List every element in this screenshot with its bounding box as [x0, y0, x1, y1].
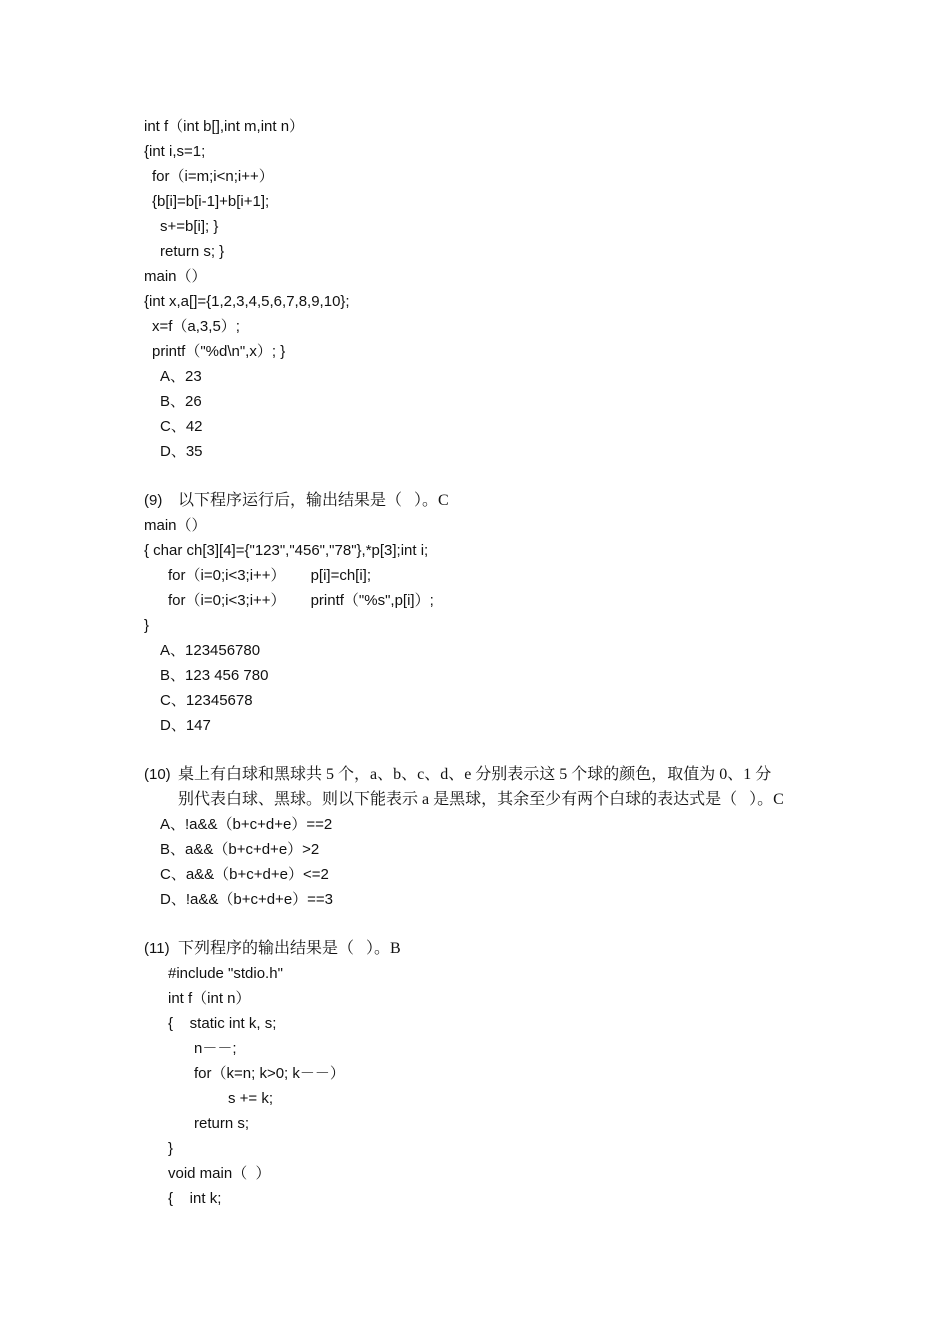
code-line: for（i=m;i<n;i++）: [152, 168, 274, 185]
code-line: { static int k, s;: [168, 1015, 277, 1032]
code-line: { int k;: [168, 1190, 222, 1207]
code-line: main（）: [144, 517, 207, 534]
answer-option: B、a&&（b+c+d+e）>2: [160, 841, 320, 858]
question-text-continued: 别代表白球、黑球。则以下能表示 a 是黑球，其余至少有两个白球的表达式是（ ）。C: [178, 791, 784, 808]
code-line: int f（int b[],int m,int n）: [144, 118, 305, 135]
question-number: (9): [144, 492, 163, 509]
code-line: printf（"%d\n",x）; }: [152, 343, 286, 360]
code-line: {int i,s=1;: [144, 143, 206, 160]
code-line: s += k;: [228, 1090, 274, 1107]
answer-option: D、35: [160, 443, 203, 460]
answer-option: C、a&&（b+c+d+e）<=2: [160, 866, 329, 883]
answer-option: C、42: [160, 418, 203, 435]
code-line: s+=b[i]; }: [160, 218, 219, 235]
answer-option: A、123456780: [160, 642, 261, 659]
code-line: x=f（a,3,5）;: [152, 318, 240, 335]
question-text: 桌上有白球和黑球共 5 个，a、b、c、d、e 分别表示这 5 个球的颜色，取值为 0、1 分: [178, 766, 772, 783]
code-line: for（i=0;i<3;i++） p[i]=ch[i];: [168, 567, 372, 584]
question-text: 以下程序运行后，输出结果是（ ）。C: [178, 492, 449, 509]
answer-option: D、147: [160, 717, 211, 734]
code-line: }: [168, 1140, 174, 1157]
code-line: n－－;: [194, 1040, 237, 1057]
question-number: (10): [144, 766, 171, 783]
answer-option: D、!a&&（b+c+d+e）==3: [160, 891, 334, 908]
code-line: {int x,a[]={1,2,3,4,5,6,7,8,9,10};: [144, 293, 350, 310]
code-line: void main（ ）: [168, 1165, 271, 1182]
code-line: for（k=n; k>0; k－－）: [194, 1065, 345, 1082]
code-line: for（i=0;i<3;i++） printf（"%s",p[i]）;: [168, 592, 434, 609]
answer-option: B、26: [160, 393, 202, 410]
answer-option: C、12345678: [160, 692, 253, 709]
answer-option: B、123 456 780: [160, 667, 269, 684]
code-line: return s;: [194, 1115, 250, 1132]
question-text: 下列程序的输出结果是（ ）。B: [178, 940, 401, 957]
code-line: {b[i]=b[i-1]+b[i+1];: [152, 193, 270, 210]
code-line: }: [144, 617, 150, 634]
code-line: { char ch[3][4]={"123","456","78"},*p[3];int i;: [144, 542, 429, 559]
question-number: (11): [144, 940, 170, 957]
code-line: #include "stdio.h": [168, 965, 283, 982]
code-line: main（）: [144, 268, 207, 285]
answer-option: A、23: [160, 368, 202, 385]
code-line: return s; }: [160, 243, 225, 260]
answer-option: A、!a&&（b+c+d+e）==2: [160, 816, 333, 833]
code-line: int f（int n）: [168, 990, 251, 1007]
